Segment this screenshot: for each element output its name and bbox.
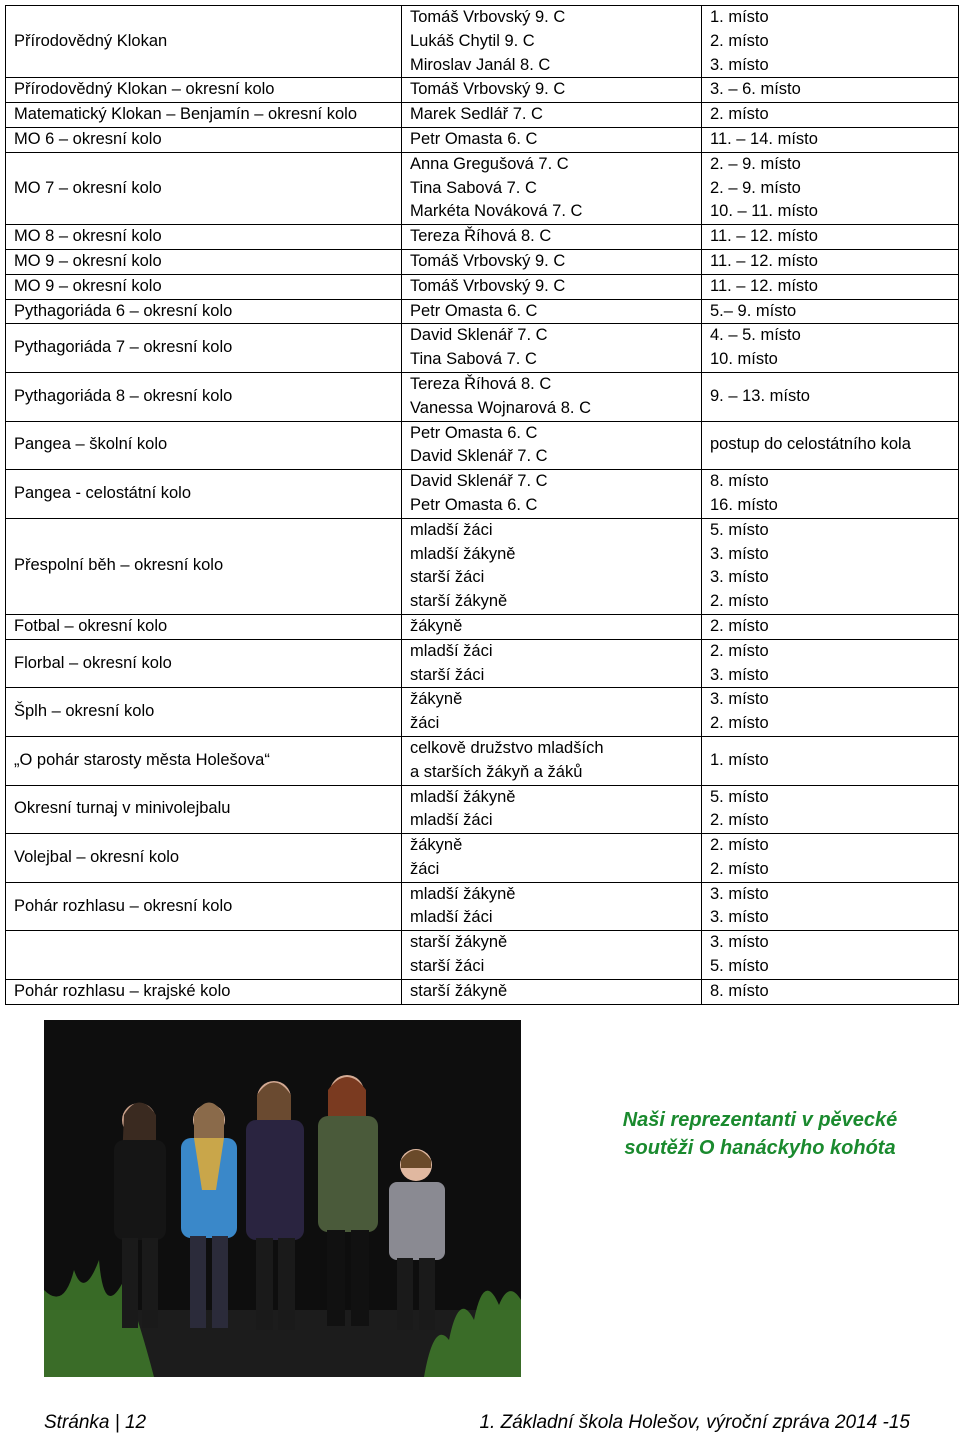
- table-row: [6, 470, 959, 519]
- table-row: [6, 736, 959, 785]
- result-cell: [702, 249, 959, 274]
- placement: 3. místo: [710, 908, 769, 927]
- report-title: 1. Základní škola Holešov, výroční zpráva 2014 -15: [479, 1412, 910, 1433]
- competition-cell: [6, 931, 402, 980]
- placement: 5.– 9. místo: [710, 301, 797, 320]
- placement: 2. místo: [710, 616, 769, 635]
- placement: 3. – 6. místo: [710, 80, 801, 99]
- placement: 2. místo: [710, 105, 769, 124]
- participant-name: starší žákyně: [410, 933, 508, 952]
- competition-cell: MO 9 – okresní kolo: [6, 249, 402, 274]
- participants-cell: [402, 225, 702, 250]
- competition-cell: Volejbal – okresní kolo: [6, 834, 402, 883]
- placement: 1. místo: [710, 750, 769, 769]
- participant-name: mladší žákyně: [410, 544, 516, 563]
- table-row: [6, 152, 959, 224]
- participant-name: Tomáš Vrbovský 9. C: [410, 251, 566, 270]
- participants-cell: [402, 834, 702, 883]
- participants-cell: [402, 421, 702, 470]
- table-row: [6, 834, 959, 883]
- competition-cell: Přírodovědný Klokan: [6, 6, 402, 78]
- participant-name: Tereza Říhová 8. C: [410, 227, 552, 246]
- result-cell: [702, 614, 959, 639]
- competition-cell: „O pohár starosty města Holešova“: [6, 736, 402, 785]
- placement: 5. místo: [710, 787, 769, 806]
- result-cell: [702, 931, 959, 980]
- placement: 2. místo: [710, 592, 769, 611]
- participants-cell: [402, 736, 702, 785]
- participants-cell: [402, 372, 702, 421]
- competition-cell: Pythagoriáda 8 – okresní kolo: [6, 372, 402, 421]
- placement: 2. místo: [710, 811, 769, 830]
- placement: 3. místo: [710, 544, 769, 563]
- caption-line-2: soutěži O hanáckyho kohóta: [624, 1137, 896, 1159]
- participants-cell: [402, 78, 702, 103]
- participant-name: starší žáci: [410, 665, 485, 684]
- participant-name: žákyně: [410, 836, 463, 855]
- placement: 16. místo: [710, 495, 778, 514]
- table-row: [6, 249, 959, 274]
- table-row: [6, 103, 959, 128]
- participant-name: mladší žáci: [410, 520, 493, 539]
- placement: 5. místo: [710, 957, 769, 976]
- participant-name: žákyně: [410, 616, 463, 635]
- placement: 9. – 13. místo: [710, 386, 810, 405]
- participant-name: starší žákyně: [410, 592, 508, 611]
- participant-name: Lukáš Chytil 9. C: [410, 31, 535, 50]
- table-row: [6, 688, 959, 737]
- placement: 5. místo: [710, 520, 769, 539]
- result-cell: [702, 152, 959, 224]
- result-cell: [702, 785, 959, 834]
- competition-cell: Pythagoriáda 7 – okresní kolo: [6, 324, 402, 373]
- competition-cell: Matematický Klokan – Benjamín – okresní kolo: [6, 103, 402, 128]
- page-number: Stránka | 12: [44, 1412, 147, 1433]
- table-row: [6, 421, 959, 470]
- participants-cell: [402, 639, 702, 688]
- table-row: [6, 324, 959, 373]
- caption-line-1: Naši reprezentanti v pěvecké: [622, 1109, 898, 1131]
- table-row: [6, 882, 959, 931]
- table-row: [6, 614, 959, 639]
- placement: 2. – 9. místo: [710, 154, 801, 173]
- participant-name: žáci: [410, 714, 440, 733]
- placement: 2. – 9. místo: [710, 178, 801, 197]
- participant-name: Petr Omasta 6. C: [410, 301, 538, 320]
- result-cell: [702, 736, 959, 785]
- table-row: [6, 931, 959, 980]
- participants-cell: [402, 785, 702, 834]
- participant-name: mladší žákyně: [410, 884, 516, 903]
- participant-name: Marek Sedlář 7. C: [410, 105, 543, 124]
- table-row: [6, 785, 959, 834]
- competition-cell: Florbal – okresní kolo: [6, 639, 402, 688]
- results-table: [5, 5, 959, 1005]
- participants-cell: [402, 299, 702, 324]
- photo-caption: [580, 1106, 940, 1162]
- competition-cell: MO 6 – okresní kolo: [6, 127, 402, 152]
- result-cell: [702, 372, 959, 421]
- participants-cell: [402, 274, 702, 299]
- placement: 11. – 12. místo: [710, 251, 818, 270]
- placement: 4. – 5. místo: [710, 326, 801, 345]
- competition-cell: Přírodovědný Klokan – okresní kolo: [6, 78, 402, 103]
- result-cell: [702, 518, 959, 614]
- participant-name: Tina Sabová 7. C: [410, 178, 537, 197]
- placement: 3. místo: [710, 568, 769, 587]
- participant-name: Tomáš Vrbovský 9. C: [410, 8, 566, 26]
- participant-name: mladší žáci: [410, 908, 493, 927]
- participant-name: mladší žáci: [410, 811, 493, 830]
- participants-cell: [402, 518, 702, 614]
- placement: 1. místo: [710, 8, 769, 26]
- result-cell: [702, 6, 959, 78]
- participant-name: Miroslav Janál 8. C: [410, 55, 551, 74]
- participant-name: Anna Gregušová 7. C: [410, 154, 569, 173]
- competition-cell: Pohár rozhlasu – krajské kolo: [6, 979, 402, 1004]
- participant-name: David Sklenář 7. C: [410, 447, 548, 466]
- group-photo-image: [44, 1020, 521, 1377]
- participant-name: starší žáci: [410, 957, 485, 976]
- participant-name: žáci: [410, 859, 440, 878]
- placement: 11. – 12. místo: [710, 276, 818, 295]
- participants-cell: [402, 470, 702, 519]
- result-cell: [702, 979, 959, 1004]
- participant-name: celkově družstvo mladších: [410, 738, 604, 757]
- participants-cell: [402, 882, 702, 931]
- participants-cell: [402, 931, 702, 980]
- result-cell: [702, 274, 959, 299]
- table-row: [6, 78, 959, 103]
- table-row: [6, 127, 959, 152]
- participants-cell: [402, 152, 702, 224]
- competition-cell: Pythagoriáda 6 – okresní kolo: [6, 299, 402, 324]
- result-cell: [702, 834, 959, 883]
- participant-name: mladší žáci: [410, 641, 493, 660]
- participant-name: žákyně: [410, 690, 463, 709]
- page-footer: [0, 1411, 960, 1437]
- participant-name: David Sklenář 7. C: [410, 472, 548, 491]
- competition-cell: Přespolní běh – okresní kolo: [6, 518, 402, 614]
- participant-name: Tina Sabová 7. C: [410, 350, 537, 369]
- placement: 3. místo: [710, 933, 769, 952]
- competition-cell: Pangea - celostátní kolo: [6, 470, 402, 519]
- table-row: [6, 518, 959, 614]
- participant-name: Petr Omasta 6. C: [410, 423, 538, 442]
- result-cell: [702, 882, 959, 931]
- participant-name: Petr Omasta 6. C: [410, 129, 538, 148]
- placement: 2. místo: [710, 714, 769, 733]
- participants-cell: [402, 127, 702, 152]
- participant-name: mladší žákyně: [410, 787, 516, 806]
- participant-name: Tereza Říhová 8. C: [410, 374, 552, 393]
- competition-cell: Fotbal – okresní kolo: [6, 614, 402, 639]
- participant-name: Vanessa Wojnarová 8. C: [410, 398, 591, 417]
- competition-cell: Okresní turnaj v minivolejbalu: [6, 785, 402, 834]
- competition-cell: Pangea – školní kolo: [6, 421, 402, 470]
- participant-name: Markéta Nováková 7. C: [410, 202, 583, 221]
- result-cell: [702, 639, 959, 688]
- placement: 8. místo: [710, 472, 769, 491]
- placement: postup do celostátního kola: [710, 435, 911, 454]
- result-cell: [702, 78, 959, 103]
- table-row: [6, 6, 959, 78]
- placement: 3. místo: [710, 690, 769, 709]
- placement: 8. místo: [710, 981, 769, 1000]
- placement: 11. – 12. místo: [710, 227, 818, 246]
- participants-cell: [402, 6, 702, 78]
- placement: 3. místo: [710, 884, 769, 903]
- competition-cell: MO 8 – okresní kolo: [6, 225, 402, 250]
- placement: 3. místo: [710, 55, 769, 74]
- group-photo: [44, 1020, 521, 1377]
- participants-cell: [402, 103, 702, 128]
- participants-cell: [402, 614, 702, 639]
- result-cell: [702, 103, 959, 128]
- competition-cell: MO 7 – okresní kolo: [6, 152, 402, 224]
- participants-cell: [402, 249, 702, 274]
- placement: 10. – 11. místo: [710, 202, 818, 221]
- participants-cell: [402, 979, 702, 1004]
- result-cell: [702, 299, 959, 324]
- participant-name: starší žákyně: [410, 981, 508, 1000]
- placement: 3. místo: [710, 665, 769, 684]
- table-row: [6, 299, 959, 324]
- placement: 2. místo: [710, 641, 769, 660]
- table-row: [6, 274, 959, 299]
- participant-name: David Sklenář 7. C: [410, 326, 548, 345]
- placement: 11. – 14. místo: [710, 129, 818, 148]
- competition-cell: Pohár rozhlasu – okresní kolo: [6, 882, 402, 931]
- result-cell: [702, 421, 959, 470]
- results-table-body: [6, 6, 959, 1005]
- table-row: [6, 225, 959, 250]
- placement: 2. místo: [710, 836, 769, 855]
- participant-name: Petr Omasta 6. C: [410, 495, 538, 514]
- result-cell: [702, 225, 959, 250]
- participant-name: Tomáš Vrbovský 9. C: [410, 80, 566, 99]
- participant-name: starší žáci: [410, 568, 485, 587]
- placement: 2. místo: [710, 859, 769, 878]
- competition-cell: MO 9 – okresní kolo: [6, 274, 402, 299]
- placement: 10. místo: [710, 350, 778, 369]
- participants-cell: [402, 688, 702, 737]
- result-cell: [702, 688, 959, 737]
- placement: 2. místo: [710, 31, 769, 50]
- result-cell: [702, 470, 959, 519]
- participant-name: Tomáš Vrbovský 9. C: [410, 276, 566, 295]
- competition-cell: Šplh – okresní kolo: [6, 688, 402, 737]
- table-row: [6, 372, 959, 421]
- participant-name: a starších žákyň a žáků: [410, 762, 583, 781]
- table-row: [6, 979, 959, 1004]
- result-cell: [702, 324, 959, 373]
- participants-cell: [402, 324, 702, 373]
- table-row: [6, 639, 959, 688]
- result-cell: [702, 127, 959, 152]
